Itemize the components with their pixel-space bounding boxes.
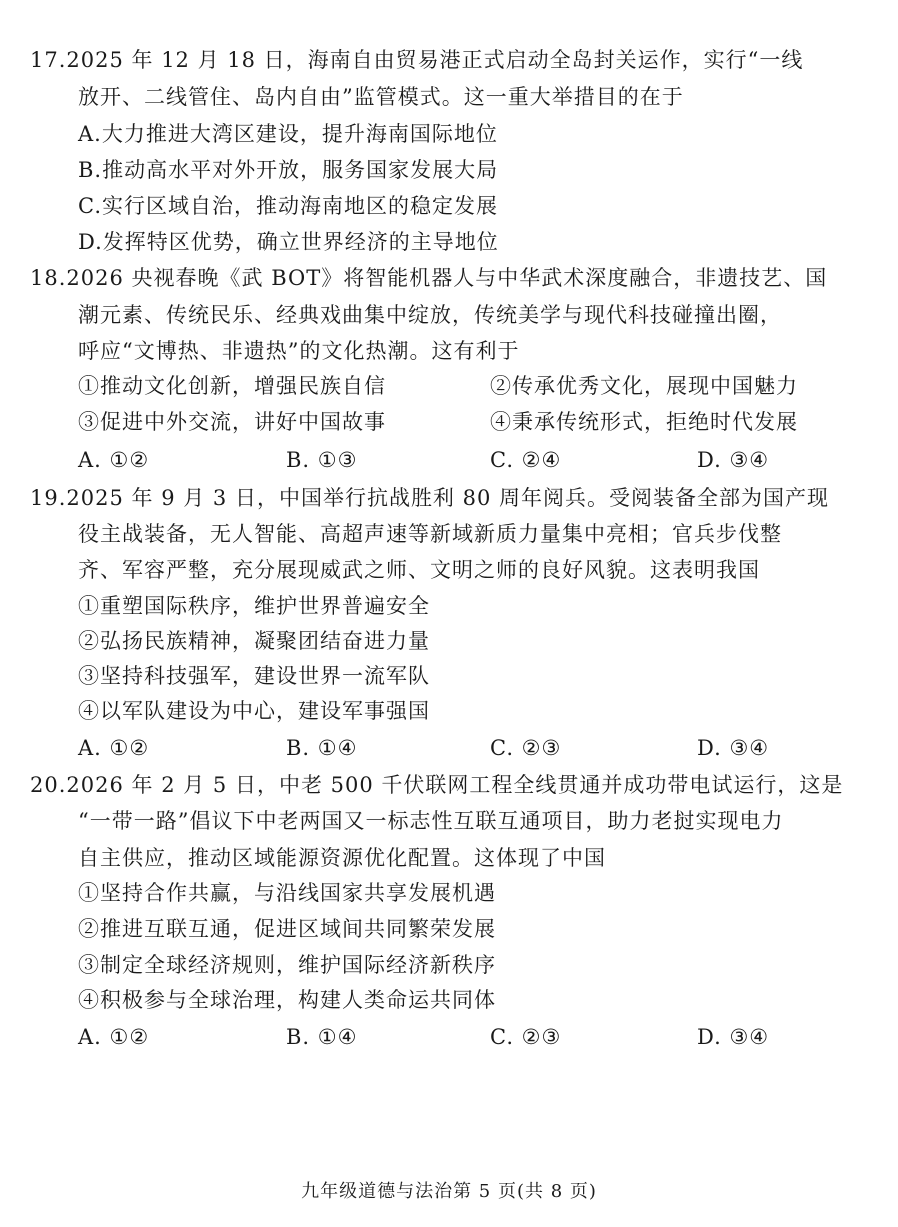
answer-choices-row: [0, 735, 898, 761]
answer-choices-row: [0, 447, 898, 473]
answer-option-b: B. ①④: [286, 736, 358, 760]
question-stem-line: 19.2025 年 9 月 3 日，中国举行抗战胜利 80 周年阅兵。受阅装备全部为国产现: [30, 486, 830, 510]
answer-option-d: D.发挥特区优势，确立世界经济的主导地位: [78, 230, 499, 254]
question-stem-line: 齐、军容严整，充分展现威武之师、文明之师的良好风貌。这表明我国: [78, 558, 760, 582]
statement-item: ③促进中外交流，讲好中国故事: [78, 410, 386, 434]
answer-option-d: D. ③④: [697, 1025, 770, 1049]
answer-option-c: C.实行区域自治，推动海南地区的稳定发展: [78, 194, 498, 218]
question-stem-line: 役主战装备，无人智能、高超声速等新域新质力量集中亮相；官兵步伐整: [78, 522, 782, 546]
answer-option-c: C. ②③: [490, 1025, 562, 1049]
answer-option-c: C. ②④: [490, 448, 562, 472]
statement-item: ③坚持科技强军，建设世界一流军队: [78, 664, 430, 688]
statement-item: ④秉承传统形式，拒绝时代发展: [490, 410, 798, 434]
statement-row: [0, 409, 898, 435]
page-footer: 九年级道德与法治第 5 页(共 8 页): [301, 1181, 597, 1202]
question-stem-line: 潮元素、传统民乐、经典戏曲集中绽放，传统美学与现代科技碰撞出圈，: [78, 303, 782, 327]
question-stem-line: 放开、二线管住、岛内自由”监管模式。这一重大举措目的在于: [78, 85, 684, 109]
statement-row: [0, 373, 898, 399]
statement-item: ②弘扬民族精神，凝聚团结奋进力量: [78, 629, 430, 653]
answer-option-b: B. ①③: [286, 448, 358, 472]
answer-choices-row: [0, 1024, 898, 1050]
statement-item: ①坚持合作共赢，与沿线国家共享发展机遇: [78, 881, 496, 905]
question-stem-line: “一带一路”倡议下中老两国又一标志性互联互通项目，助力老挝实现电力: [78, 809, 784, 833]
statement-item: ①重塑国际秩序，维护世界普遍安全: [78, 594, 430, 618]
answer-option-a: A. ①②: [78, 1025, 150, 1049]
question-stem-line: 18.2026 央视春晚《武 BOT》将智能机器人与中华武术深度融合，非遗技艺、国: [30, 266, 828, 290]
answer-option-b: B. ①④: [286, 1025, 358, 1049]
statement-item: ②推进互联互通，促进区域间共同繁荣发展: [78, 917, 496, 941]
question-stem-line: 17.2025 年 12 月 18 日，海南自由贸易港正式启动全岛封关运作，实行“一线: [30, 48, 804, 72]
answer-option-a: A.大力推进大湾区建设，提升海南国际地位: [78, 122, 498, 146]
question-stem-line: 20.2026 年 2 月 5 日，中老 500 千伏联网工程全线贯通并成功带电试运行，这是: [30, 773, 844, 797]
answer-option-d: D. ③④: [697, 736, 770, 760]
answer-option-a: A. ①②: [78, 448, 150, 472]
statement-item: ④积极参与全球治理，构建人类命运共同体: [78, 988, 496, 1012]
question-stem-line: 自主供应，推动区域能源资源优化配置。这体现了中国: [78, 846, 606, 870]
statement-item: ③制定全球经济规则，维护国际经济新秩序: [78, 953, 496, 977]
answer-option-b: B.推动高水平对外开放，服务国家发展大局: [78, 158, 499, 182]
statement-item: ①推动文化创新，增强民族自信: [78, 374, 386, 398]
question-stem-line: 呼应“文博热、非遗热”的文化热潮。这有利于: [78, 339, 520, 363]
statement-item: ②传承优秀文化，展现中国魅力: [490, 374, 798, 398]
answer-option-c: C. ②③: [490, 736, 562, 760]
statement-item: ④以军队建设为中心，建设军事强国: [78, 699, 430, 723]
answer-option-a: A. ①②: [78, 736, 150, 760]
answer-option-d: D. ③④: [697, 448, 770, 472]
